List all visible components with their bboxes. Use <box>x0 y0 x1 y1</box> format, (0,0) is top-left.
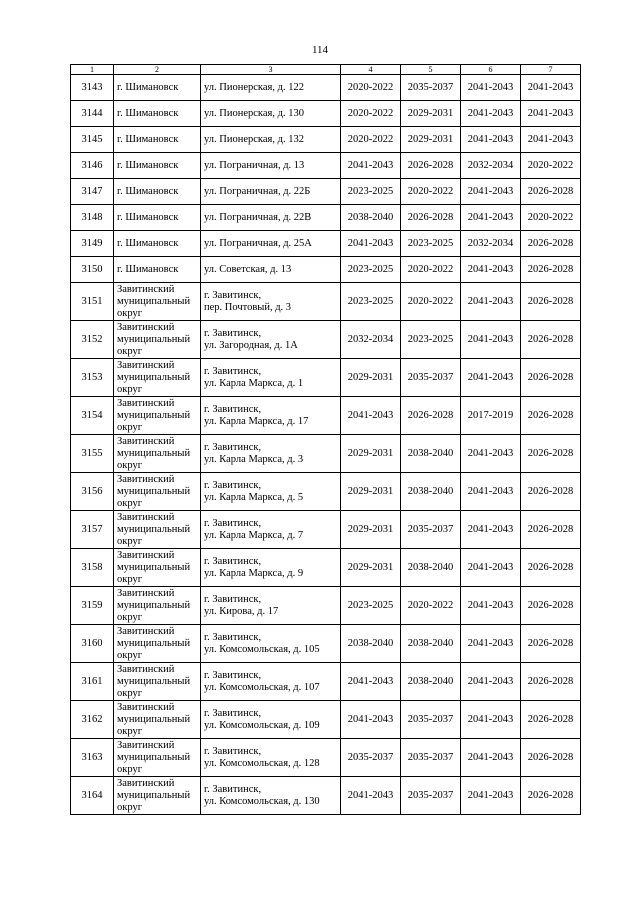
municipality-line: округ <box>117 649 143 661</box>
column-number: 7 <box>521 65 581 75</box>
period-cell: 2020-2022 <box>521 205 581 231</box>
address-line: г. Завитинск, <box>204 745 262 757</box>
period-cell: 2026-2028 <box>521 587 581 625</box>
municipality-line: округ <box>117 459 143 471</box>
period-cell: 2038-2040 <box>341 205 401 231</box>
table-row <box>71 511 581 549</box>
municipality-line: Завитинский <box>117 511 175 523</box>
address-cell <box>201 777 341 815</box>
table-row <box>71 75 581 101</box>
period-cell: 2029-2031 <box>341 473 401 511</box>
row-number: 3147 <box>71 179 114 205</box>
address-line: ул. Пограничная, д. 25А <box>204 237 312 249</box>
column-number-row <box>71 65 581 75</box>
row-number: 3162 <box>71 701 114 739</box>
municipality-cell <box>114 739 201 777</box>
municipality-line: Завитинский <box>117 435 175 447</box>
municipality-line: муниципальный <box>117 523 191 535</box>
period-cell: 2041-2043 <box>521 75 581 101</box>
row-number: 3159 <box>71 587 114 625</box>
table-row <box>71 663 581 701</box>
table-row <box>71 435 581 473</box>
period-cell: 2026-2028 <box>401 205 461 231</box>
address-line: г. Завитинск, <box>204 707 262 719</box>
address-line: ул. Пограничная, д. 13 <box>204 159 305 171</box>
row-number: 3160 <box>71 625 114 663</box>
period-cell: 2041-2043 <box>341 231 401 257</box>
period-cell: 2041-2043 <box>461 321 521 359</box>
period-cell: 2029-2031 <box>341 549 401 587</box>
table-row <box>71 257 581 283</box>
period-cell: 2026-2028 <box>521 321 581 359</box>
municipality-line: Завитинский <box>117 549 175 561</box>
period-cell: 2026-2028 <box>521 257 581 283</box>
row-number: 3161 <box>71 663 114 701</box>
row-number: 3164 <box>71 777 114 815</box>
municipality-line: округ <box>117 345 143 357</box>
period-cell: 2035-2037 <box>401 75 461 101</box>
period-cell: 2032-2034 <box>461 153 521 179</box>
municipality-line: округ <box>117 687 143 699</box>
municipality-line: муниципальный <box>117 485 191 497</box>
address-cell <box>201 101 341 127</box>
municipality-line: Завитинский <box>117 663 175 675</box>
municipality-line: муниципальный <box>117 561 191 573</box>
table-row <box>71 625 581 663</box>
municipality-line: округ <box>117 535 143 547</box>
period-cell: 2041-2043 <box>461 257 521 283</box>
period-cell: 2038-2040 <box>401 435 461 473</box>
municipality-cell <box>114 701 201 739</box>
municipality-line: Завитинский <box>117 359 175 371</box>
row-number: 3156 <box>71 473 114 511</box>
address-line: ул. Комсомольская, д. 105 <box>204 643 320 655</box>
address-line: ул. Комсомольская, д. 130 <box>204 795 320 807</box>
municipality-cell <box>114 435 201 473</box>
address-line: ул. Пионерская, д. 130 <box>204 107 304 119</box>
address-cell <box>201 435 341 473</box>
row-number: 3163 <box>71 739 114 777</box>
municipality-cell <box>114 473 201 511</box>
period-cell: 2020-2022 <box>401 257 461 283</box>
period-cell: 2041-2043 <box>461 435 521 473</box>
row-number: 3152 <box>71 321 114 359</box>
period-cell: 2023-2025 <box>341 283 401 321</box>
address-line: ул. Кирова, д. 17 <box>204 605 279 617</box>
period-cell: 2038-2040 <box>401 625 461 663</box>
municipality-line: г. Шимановск <box>117 159 179 171</box>
address-cell <box>201 663 341 701</box>
period-cell: 2035-2037 <box>401 739 461 777</box>
period-cell: 2020-2022 <box>341 75 401 101</box>
address-cell <box>201 359 341 397</box>
column-number: 1 <box>71 65 114 75</box>
row-number: 3146 <box>71 153 114 179</box>
period-cell: 2041-2043 <box>461 587 521 625</box>
period-cell: 2041-2043 <box>521 127 581 153</box>
row-number: 3145 <box>71 127 114 153</box>
municipality-cell <box>114 231 201 257</box>
municipality-line: г. Шимановск <box>117 133 179 145</box>
table-row <box>71 777 581 815</box>
period-cell: 2041-2043 <box>341 663 401 701</box>
period-cell: 2026-2028 <box>521 473 581 511</box>
municipality-line: округ <box>117 307 143 319</box>
address-line: ул. Карла Маркса, д. 7 <box>204 529 304 541</box>
address-line: ул. Комсомольская, д. 128 <box>204 757 320 769</box>
address-line: ул. Карла Маркса, д. 17 <box>204 415 309 427</box>
municipality-line: муниципальный <box>117 599 191 611</box>
period-cell: 2023-2025 <box>341 587 401 625</box>
period-cell: 2041-2043 <box>461 625 521 663</box>
period-cell: 2023-2025 <box>401 231 461 257</box>
municipality-line: муниципальный <box>117 789 191 801</box>
row-number: 3143 <box>71 75 114 101</box>
period-cell: 2026-2028 <box>521 549 581 587</box>
period-cell: 2041-2043 <box>341 153 401 179</box>
address-cell <box>201 127 341 153</box>
address-cell <box>201 587 341 625</box>
period-cell: 2020-2022 <box>341 101 401 127</box>
period-cell: 2029-2031 <box>341 359 401 397</box>
table-row <box>71 321 581 359</box>
municipality-line: муниципальный <box>117 333 191 345</box>
municipality-line: округ <box>117 497 143 509</box>
table-row <box>71 549 581 587</box>
period-cell: 2041-2043 <box>461 549 521 587</box>
period-cell: 2032-2034 <box>341 321 401 359</box>
municipality-cell <box>114 283 201 321</box>
table-row <box>71 739 581 777</box>
municipality-line: округ <box>117 383 143 395</box>
address-line: ул. Карла Маркса, д. 9 <box>204 567 304 579</box>
address-line: ул. Пионерская, д. 122 <box>204 81 304 93</box>
period-cell: 2041-2043 <box>341 397 401 435</box>
period-cell: 2020-2022 <box>521 153 581 179</box>
period-cell: 2026-2028 <box>521 739 581 777</box>
table-row <box>71 205 581 231</box>
address-line: г. Завитинск, <box>204 517 262 529</box>
table-row <box>71 153 581 179</box>
period-cell: 2026-2028 <box>521 663 581 701</box>
period-cell: 2041-2043 <box>461 127 521 153</box>
period-cell: 2041-2043 <box>461 101 521 127</box>
municipality-cell <box>114 663 201 701</box>
municipality-line: муниципальный <box>117 447 191 459</box>
municipality-line: округ <box>117 573 143 585</box>
period-cell: 2035-2037 <box>341 739 401 777</box>
column-number: 2 <box>114 65 201 75</box>
address-line: г. Завитинск, <box>204 593 262 605</box>
period-cell: 2041-2043 <box>461 739 521 777</box>
period-cell: 2035-2037 <box>401 359 461 397</box>
address-line: г. Завитинск, <box>204 479 262 491</box>
municipality-cell <box>114 179 201 205</box>
period-cell: 2041-2043 <box>341 777 401 815</box>
municipality-line: г. Шимановск <box>117 237 179 249</box>
period-cell: 2026-2028 <box>521 435 581 473</box>
period-cell: 2020-2022 <box>401 179 461 205</box>
address-cell <box>201 283 341 321</box>
address-line: г. Завитинск, <box>204 783 262 795</box>
period-cell: 2020-2022 <box>401 283 461 321</box>
period-cell: 2041-2043 <box>461 777 521 815</box>
municipality-line: округ <box>117 763 143 775</box>
period-cell: 2020-2022 <box>401 587 461 625</box>
address-cell <box>201 549 341 587</box>
row-number: 3155 <box>71 435 114 473</box>
municipality-line: муниципальный <box>117 371 191 383</box>
address-line: ул. Пограничная, д. 22В <box>204 211 312 223</box>
address-line: ул. Карла Маркса, д. 1 <box>204 377 304 389</box>
period-cell: 2029-2031 <box>401 127 461 153</box>
row-number: 3157 <box>71 511 114 549</box>
period-cell: 2041-2043 <box>461 179 521 205</box>
period-cell: 2026-2028 <box>521 231 581 257</box>
municipality-cell <box>114 359 201 397</box>
column-number: 3 <box>201 65 341 75</box>
municipality-cell <box>114 101 201 127</box>
table-row <box>71 473 581 511</box>
register-table <box>70 64 581 815</box>
period-cell: 2026-2028 <box>521 625 581 663</box>
period-cell: 2041-2043 <box>461 701 521 739</box>
address-line: пер. Почтовый, д. 3 <box>204 301 292 313</box>
period-cell: 2029-2031 <box>341 511 401 549</box>
row-number: 3151 <box>71 283 114 321</box>
address-line: ул. Пограничная, д. 22Б <box>204 185 311 197</box>
period-cell: 2020-2022 <box>341 127 401 153</box>
municipality-line: округ <box>117 725 143 737</box>
period-cell: 2035-2037 <box>401 701 461 739</box>
municipality-cell <box>114 777 201 815</box>
address-line: г. Завитинск, <box>204 403 262 415</box>
period-cell: 2038-2040 <box>401 663 461 701</box>
address-line: ул. Карла Маркса, д. 3 <box>204 453 304 465</box>
address-cell <box>201 397 341 435</box>
row-number: 3144 <box>71 101 114 127</box>
municipality-line: Завитинский <box>117 473 175 485</box>
municipality-cell <box>114 321 201 359</box>
municipality-line: округ <box>117 421 143 433</box>
period-cell: 2041-2043 <box>461 473 521 511</box>
table-row <box>71 101 581 127</box>
row-number: 3148 <box>71 205 114 231</box>
municipality-line: муниципальный <box>117 675 191 687</box>
address-cell <box>201 625 341 663</box>
address-line: г. Завитинск, <box>204 327 262 339</box>
municipality-line: Завитинский <box>117 283 175 295</box>
municipality-line: г. Шимановск <box>117 185 179 197</box>
municipality-line: муниципальный <box>117 295 191 307</box>
municipality-line: муниципальный <box>117 409 191 421</box>
period-cell: 2023-2025 <box>341 179 401 205</box>
municipality-line: г. Шимановск <box>117 263 179 275</box>
municipality-cell <box>114 625 201 663</box>
municipality-line: округ <box>117 801 143 813</box>
municipality-line: г. Шимановск <box>117 211 179 223</box>
period-cell: 2041-2043 <box>461 205 521 231</box>
address-line: ул. Пионерская, д. 132 <box>204 133 304 145</box>
municipality-cell <box>114 127 201 153</box>
table-row <box>71 231 581 257</box>
period-cell: 2041-2043 <box>461 511 521 549</box>
municipality-cell <box>114 257 201 283</box>
municipality-line: муниципальный <box>117 713 191 725</box>
period-cell: 2035-2037 <box>401 511 461 549</box>
period-cell: 2023-2025 <box>401 321 461 359</box>
address-line: г. Завитинск, <box>204 289 262 301</box>
address-cell <box>201 179 341 205</box>
municipality-cell <box>114 587 201 625</box>
municipality-line: муниципальный <box>117 637 191 649</box>
municipality-line: Завитинский <box>117 321 175 333</box>
municipality-line: г. Шимановск <box>117 81 179 93</box>
period-cell: 2026-2028 <box>521 701 581 739</box>
address-line: ул. Советская, д. 13 <box>204 263 292 275</box>
period-cell: 2038-2040 <box>401 549 461 587</box>
address-line: ул. Комсомольская, д. 107 <box>204 681 320 693</box>
address-cell <box>201 739 341 777</box>
municipality-cell <box>114 75 201 101</box>
period-cell: 2023-2025 <box>341 257 401 283</box>
period-cell: 2041-2043 <box>461 359 521 397</box>
municipality-line: Завитинский <box>117 701 175 713</box>
period-cell: 2041-2043 <box>461 663 521 701</box>
address-cell <box>201 473 341 511</box>
address-cell <box>201 75 341 101</box>
municipality-line: г. Шимановск <box>117 107 179 119</box>
column-number: 5 <box>401 65 461 75</box>
period-cell: 2026-2028 <box>521 397 581 435</box>
period-cell: 2026-2028 <box>521 359 581 397</box>
row-number: 3158 <box>71 549 114 587</box>
municipality-line: Завитинский <box>117 587 175 599</box>
municipality-line: муниципальный <box>117 751 191 763</box>
municipality-line: Завитинский <box>117 397 175 409</box>
address-line: ул. Карла Маркса, д. 5 <box>204 491 304 503</box>
address-cell <box>201 153 341 179</box>
municipality-line: Завитинский <box>117 777 175 789</box>
period-cell: 2017-2019 <box>461 397 521 435</box>
municipality-cell <box>114 549 201 587</box>
address-cell <box>201 701 341 739</box>
period-cell: 2041-2043 <box>461 283 521 321</box>
municipality-line: Завитинский <box>117 739 175 751</box>
address-cell <box>201 205 341 231</box>
table-body <box>71 65 581 815</box>
row-number: 3150 <box>71 257 114 283</box>
address-line: ул. Комсомольская, д. 109 <box>204 719 320 731</box>
municipality-line: Завитинский <box>117 625 175 637</box>
address-cell <box>201 511 341 549</box>
municipality-line: округ <box>117 611 143 623</box>
table-row <box>71 587 581 625</box>
table-row <box>71 397 581 435</box>
address-line: г. Завитинск, <box>204 631 262 643</box>
period-cell: 2041-2043 <box>341 701 401 739</box>
period-cell: 2035-2037 <box>401 777 461 815</box>
address-line: г. Завитинск, <box>204 365 262 377</box>
row-number: 3149 <box>71 231 114 257</box>
column-number: 6 <box>461 65 521 75</box>
period-cell: 2038-2040 <box>401 473 461 511</box>
municipality-cell <box>114 205 201 231</box>
period-cell: 2029-2031 <box>341 435 401 473</box>
row-number: 3154 <box>71 397 114 435</box>
period-cell: 2026-2028 <box>521 777 581 815</box>
period-cell: 2041-2043 <box>521 101 581 127</box>
table-row <box>71 179 581 205</box>
municipality-cell <box>114 397 201 435</box>
row-number: 3153 <box>71 359 114 397</box>
period-cell: 2029-2031 <box>401 101 461 127</box>
address-line: г. Завитинск, <box>204 555 262 567</box>
period-cell: 2026-2028 <box>401 153 461 179</box>
column-number: 4 <box>341 65 401 75</box>
address-cell <box>201 321 341 359</box>
period-cell: 2032-2034 <box>461 231 521 257</box>
address-line: ул. Загородная, д. 1А <box>204 339 298 351</box>
municipality-cell <box>114 511 201 549</box>
period-cell: 2026-2028 <box>401 397 461 435</box>
period-cell: 2026-2028 <box>521 283 581 321</box>
table-row <box>71 283 581 321</box>
table-row <box>71 359 581 397</box>
address-line: г. Завитинск, <box>204 669 262 681</box>
page-number: 114 <box>311 44 329 56</box>
period-cell: 2026-2028 <box>521 179 581 205</box>
period-cell: 2026-2028 <box>521 511 581 549</box>
table-row <box>71 701 581 739</box>
address-cell <box>201 257 341 283</box>
table-row <box>71 127 581 153</box>
address-cell <box>201 231 341 257</box>
address-line: г. Завитинск, <box>204 441 262 453</box>
period-cell: 2041-2043 <box>461 75 521 101</box>
period-cell: 2038-2040 <box>341 625 401 663</box>
municipality-cell <box>114 153 201 179</box>
